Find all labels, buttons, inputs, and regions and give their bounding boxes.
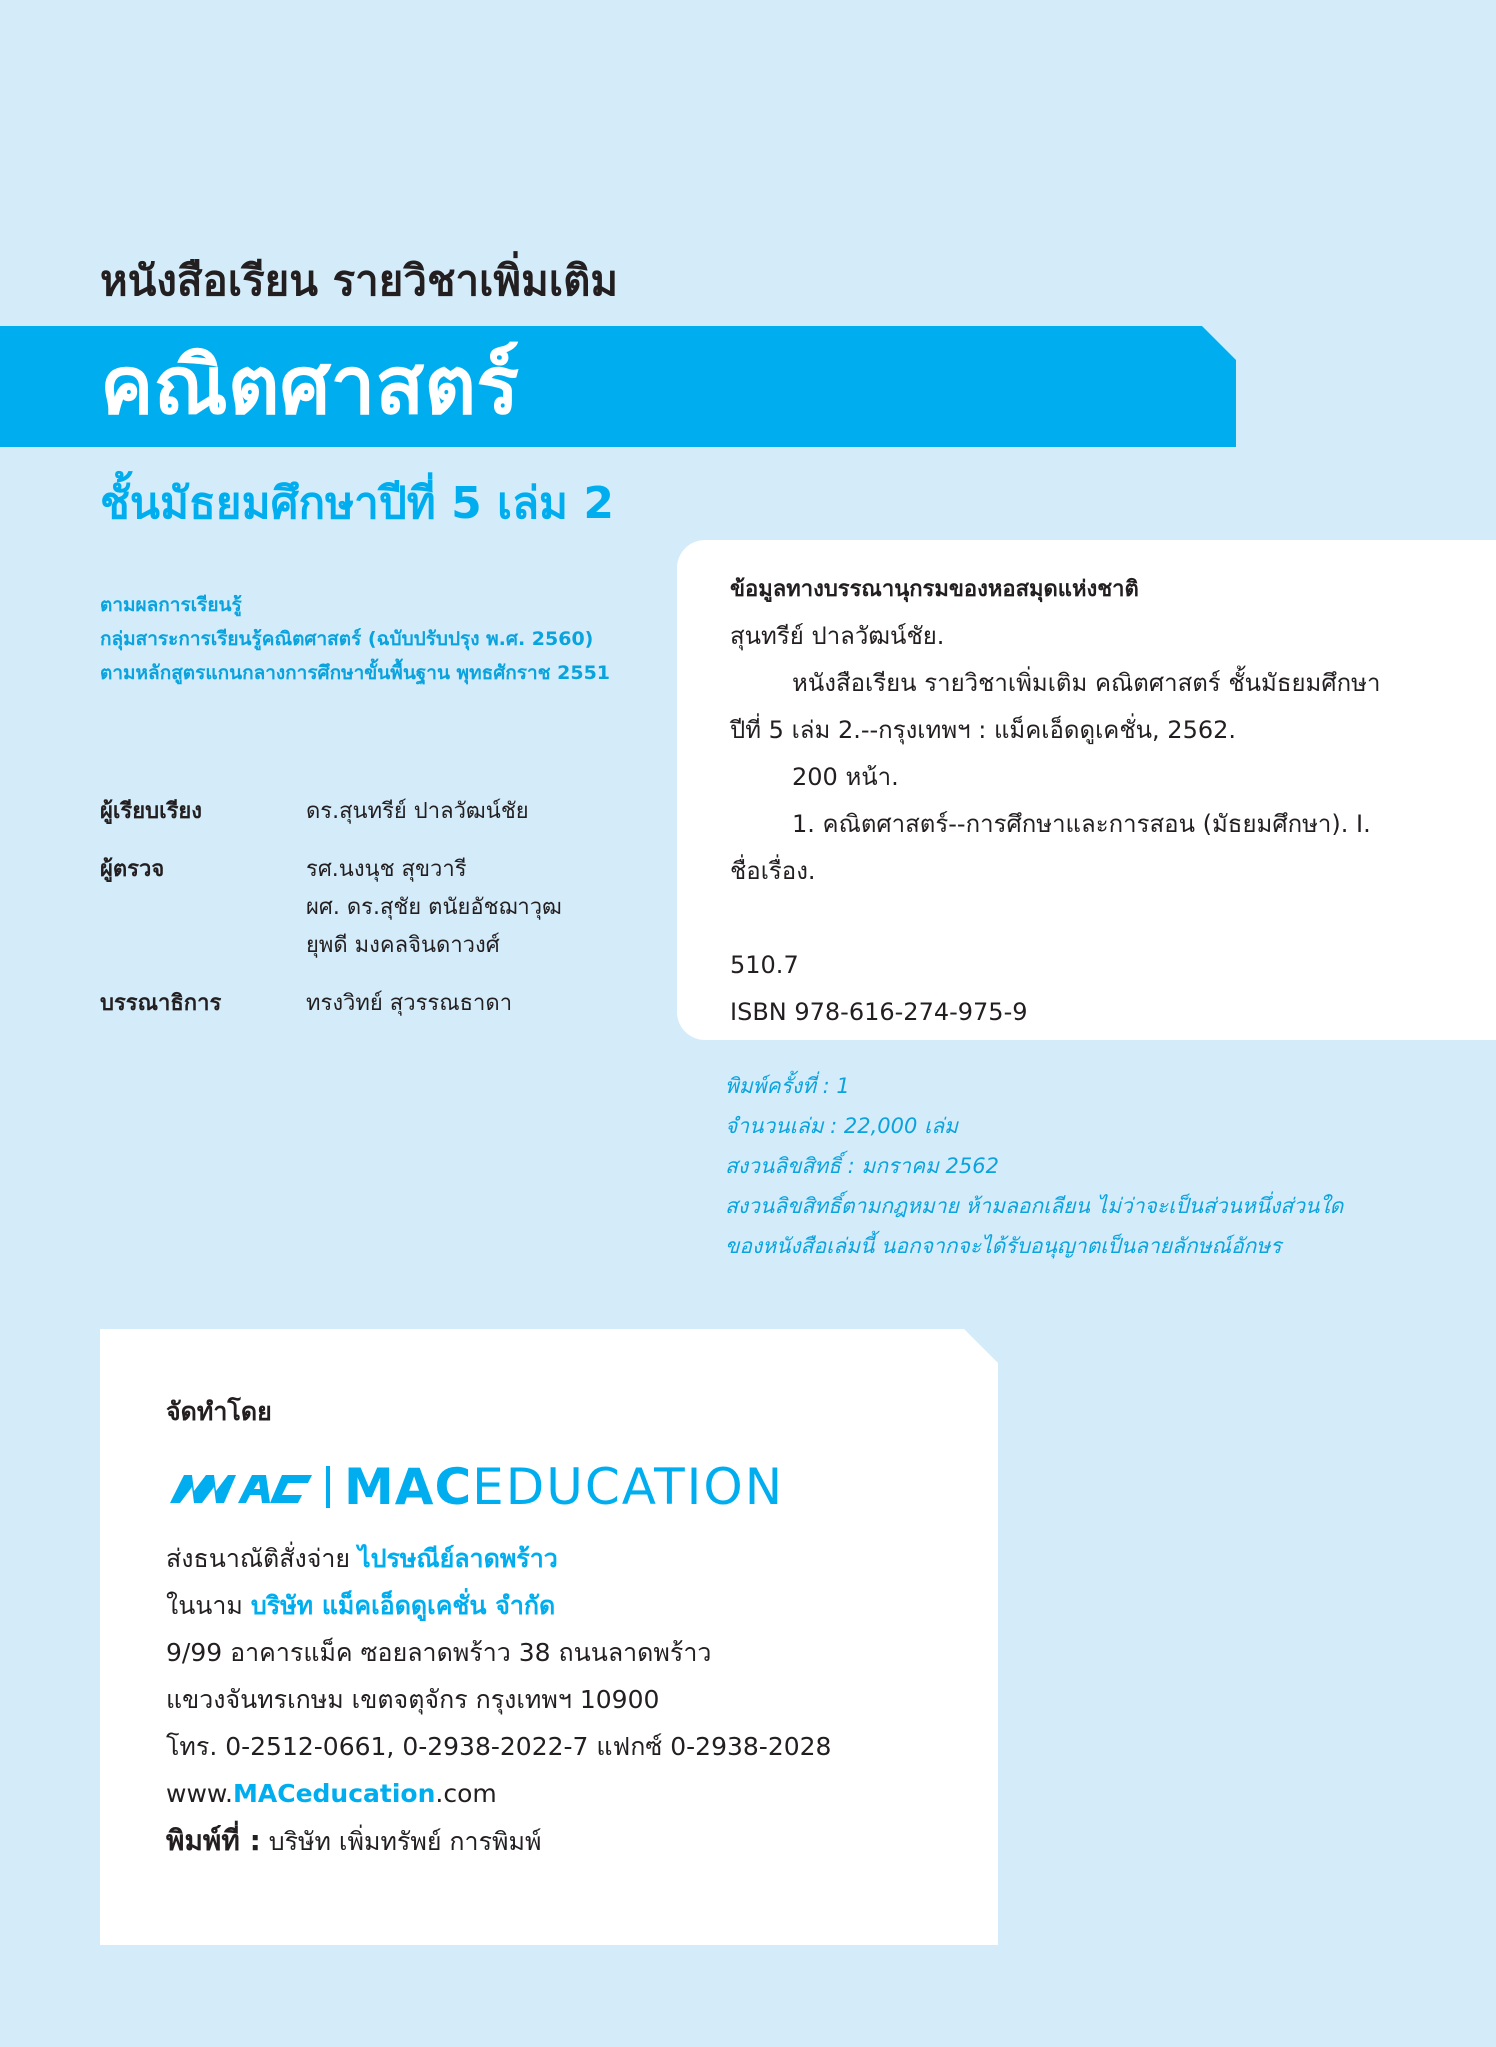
- publisher-info: [166, 1388, 831, 1865]
- credit-name: ดร.สุนทรีย์ ปาลวัฒน์ชัย: [306, 799, 529, 824]
- logo-mac-text: MAC: [344, 1457, 473, 1516]
- logo-divider: [326, 1466, 330, 1508]
- credit-name: ทรงวิทย์ สุวรรณธาดา: [306, 991, 513, 1016]
- printing-info: [725, 1066, 1343, 1266]
- phone-line: โทร. 0-2512-0661, 0-2938-2022-7 แฟกซ์ 0-2938-2028: [166, 1732, 832, 1761]
- printer-name: บริษัท เพิ่มทรัพย์ การพิมพ์: [268, 1827, 542, 1856]
- payee-line: ในนาม บริษัท แม็คเอ็ดดูเคชั่น จำกัด: [166, 1591, 556, 1620]
- credit-role: ผู้เรียบเรียง: [100, 799, 203, 824]
- catalog-record: [730, 566, 1380, 1036]
- payee-highlight: บริษัท แม็คเอ็ดดูเคชั่น จำกัด: [250, 1591, 556, 1620]
- catalog-subject: ชื่อเรื่อง.: [730, 857, 816, 885]
- printing-line: สงวนลิขสิทธิ์ตามกฎหมาย ห้ามลอกเลียน ไม่ว่าจะเป็นส่วนหนึ่งส่วนใด: [725, 1194, 1344, 1218]
- catalog-isbn: ISBN 978-616-274-975-9: [730, 998, 1028, 1026]
- printing-line: ของหนังสือเล่มนี้ นอกจากจะได้รับอนุญาตเป็นลายลักษณ์อักษร: [725, 1234, 1282, 1258]
- address-line: 9/99 อาคารแม็ค ซอยลาดพร้าว 38 ถนนลาดพร้าว: [166, 1638, 712, 1667]
- website-link[interactable]: www.MACeducation.com: [166, 1779, 497, 1808]
- order-highlight: ไปรษณีย์ลาดพร้าว: [358, 1544, 558, 1573]
- book-subtitle: หนังสือเรียน รายวิชาเพิ่มเติม: [100, 256, 619, 305]
- address-line: แขวงจันทรเกษม เขตจตุจักร กรุงเทพฯ 10900: [166, 1685, 660, 1714]
- credit-role: บรรณาธิการ: [100, 991, 222, 1016]
- mac-education-logo: [166, 1449, 831, 1525]
- credit-reviewers: [100, 851, 562, 965]
- catalog-heading: ข้อมูลทางบรรณานุกรมของหอสมุดแห่งชาติ: [730, 577, 1139, 602]
- printing-line: จำนวนเล่ม : 22,000 เล่ม: [725, 1114, 958, 1138]
- printer-line: [166, 1817, 831, 1865]
- grade-volume: ชั้นมัธยมศึกษาปีที่ 5 เล่ม 2: [100, 478, 614, 529]
- curriculum-line: ตามหลักสูตรแกนกลางการศึกษาขั้นพื้นฐาน พุทธศักราช 2551: [100, 662, 611, 684]
- credit-name: รศ.นงนุช สุขวารี: [306, 857, 467, 882]
- printer-label: พิมพ์ที่ :: [166, 1824, 261, 1857]
- credit-author: [100, 793, 562, 831]
- curriculum-line: กลุ่มสาระการเรียนรู้คณิตศาสตร์ (ฉบับปรับปรุง พ.ศ. 2560): [100, 628, 594, 650]
- credit-role: ผู้ตรวจ: [100, 857, 165, 882]
- catalog-subject: 1. คณิตศาสตร์--การศึกษาและการสอน (มัธยมศึกษา). I.: [792, 810, 1371, 838]
- credit-name: ยุพดี มงคลจินดาวงศ์: [306, 933, 500, 958]
- catalog-title-line: หนังสือเรียน รายวิชาเพิ่มเติม คณิตศาสตร์ ชั้นมัธยมศึกษา: [792, 669, 1381, 697]
- order-line: ส่งธนาณัติสั่งจ่าย ไปรษณีย์ลาดพร้าว: [166, 1544, 558, 1573]
- curriculum-info: [100, 588, 610, 690]
- logo-education-text: EDUCATION: [472, 1457, 785, 1516]
- publisher-heading: จัดทำโดย: [166, 1397, 272, 1426]
- mac-logo-icon: [166, 1467, 316, 1507]
- catalog-classification: 510.7: [730, 951, 799, 979]
- credit-name: ผศ. ดร.สุชัย ตนัยอัชฌาวุฒ: [306, 895, 562, 920]
- book-title: คณิตศาสตร์: [100, 339, 520, 432]
- credits: [100, 793, 562, 1043]
- catalog-pages: 200 หน้า.: [792, 763, 899, 791]
- catalog-title-line: ปีที่ 5 เล่ม 2.--กรุงเทพฯ : แม็คเอ็ดดูเคชั่น, 2562.: [730, 716, 1237, 744]
- curriculum-line: ตามผลการเรียนรู้: [100, 594, 242, 616]
- credit-editor: [100, 985, 562, 1023]
- catalog-author: สุนทรีย์ ปาลวัฒน์ชัย.: [730, 622, 945, 650]
- printing-line: พิมพ์ครั้งที่ : 1: [725, 1074, 850, 1098]
- printing-line: สงวนลิขสิทธิ์ : มกราคม 2562: [725, 1154, 999, 1178]
